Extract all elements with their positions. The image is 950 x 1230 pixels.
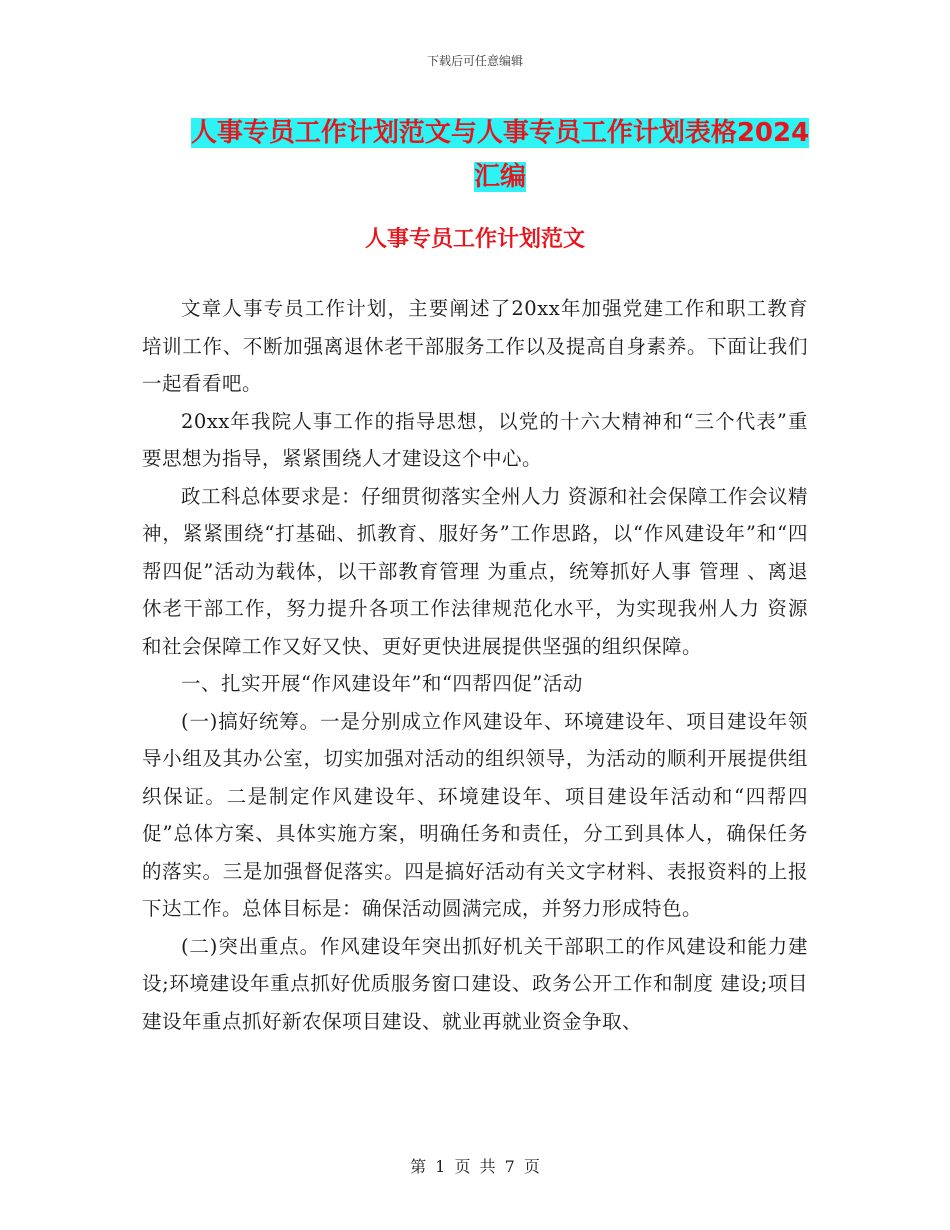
section-heading: 一、扎实开展“作风建设年”和“四帮四促”活动	[181, 672, 583, 695]
paragraph: 20xx年我院人事工作的指导思想，以党的十六大精神和“三个代表”重要思想为指导，紧紧围绕人才建设这个中心。	[142, 409, 808, 470]
page-number: 第 1 页 共 7 页	[410, 1157, 540, 1176]
paragraph: 政工科总体要求是：仔细贯彻落实全州人力 资源和社会保障工作会议精神，紧紧围绕“打基础、抓教育、服好务”工作思路，以“作风建设年”和“四帮四促”活动为载体，以干部教育管理 为重点，统筹抓好人事 管理 、离退休老干部工作，努力提升各项工作法律规范化水平，为实现我州人力 资源和社会保障工作又好又快、更好更快进展提供坚强的组织保障。	[142, 484, 808, 658]
paragraph: (二)突出重点。作风建设年突出抓好机关干部职工的作风建设和能力建设;环境建设年重点抓好优质服务窗口建设、政务公开工作和制度 建设;项目建设年重点抓好新农保项目建设、就业再就业资金争取、	[142, 934, 808, 1033]
paragraph: (一)搞好统筹。一是分别成立作风建设年、环境建设年、项目建设年领导小组及其办公室，切实加强对活动的组织领导，为活动的顺利开展提供组织保证。二是制定作风建设年、环境建设年、项目建设年活动和“四帮四促”总体方案、具体实施方案，明确任务和责任，分工到具体人，确保任务的落实。三是加强督促落实。四是搞好活动有关文字材料、表报资料的上报下达工作。总体目标是：确保活动圆满完成，并努力形成特色。	[142, 709, 808, 920]
document-title-text: 人事专员工作计划范文与人事专员工作计划表格2024汇编	[190, 118, 810, 192]
page-header-note: 下载后可任意编辑	[426, 54, 523, 68]
document-body	[142, 290, 808, 1040]
paragraph: 文章人事专员工作计划，主要阐述了20xx年加强党建工作和职工教育培训工作、不断加强离退休老干部服务工作以及提高自身素养。下面让我们一起看看吧。	[142, 297, 808, 395]
section-title: 人事专员工作计划范文	[364, 227, 585, 252]
document-title	[190, 111, 810, 199]
